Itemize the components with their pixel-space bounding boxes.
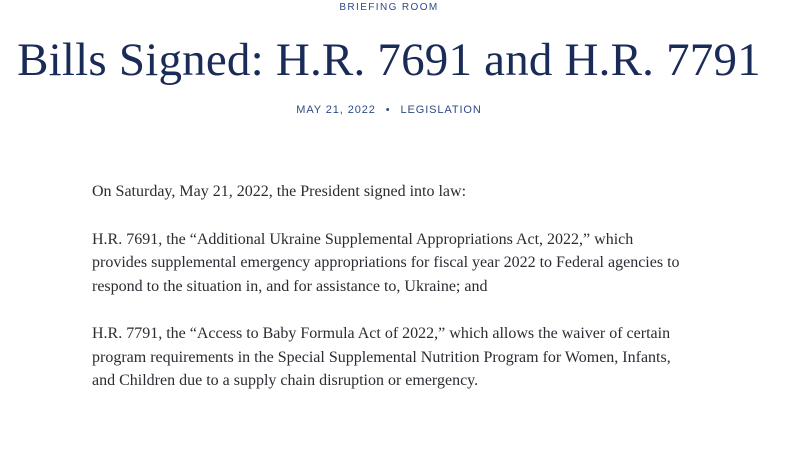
hr-7791-paragraph: H.R. 7791, the “Access to Baby Formula Act of 2022,” which allows the waiver of certain program requirements in the Special Supplemental Nutrition Program for Women, Infants, and Children due to a supply chain disruption or emergency.	[92, 325, 671, 389]
post-date: MAY 21, 2022	[296, 104, 376, 116]
intro-paragraph: On Saturday, May 21, 2022, the President signed into law:	[92, 183, 467, 200]
category-link[interactable]: LEGISLATION	[400, 104, 482, 116]
hr-7691-paragraph: H.R. 7691, the “Additional Ukraine Supplemental Appropriations Act, 2022,” which provides supplemental emergency appropriations for fiscal year 2022 to Federal agencies to respond to the situation in, and for assistance to, Ukraine; and	[92, 230, 680, 295]
article-body	[92, 180, 682, 417]
section-kicker[interactable]	[0, 2, 778, 13]
post-meta	[0, 104, 778, 116]
page-title: Bills Signed: H.R. 7691 and H.R. 7791	[17, 34, 761, 86]
meta-separator: •	[385, 104, 391, 116]
briefing-room-link[interactable]: BRIEFING ROOM	[339, 2, 439, 13]
